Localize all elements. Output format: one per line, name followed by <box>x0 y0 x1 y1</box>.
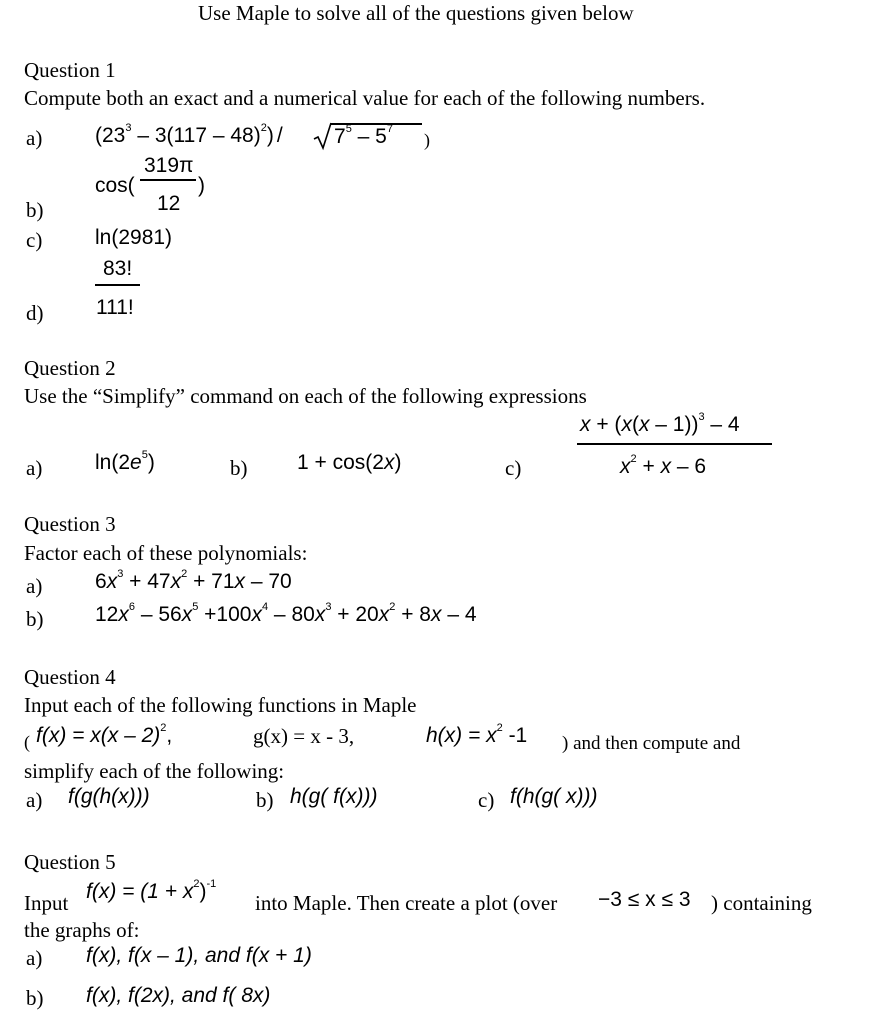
q3-b-term: + $20x^2$ <box>331 601 396 626</box>
q1-a-close-paren: ) <box>424 130 430 150</box>
q1-d-numerator: 83! <box>103 257 133 280</box>
q5-range: −3 ≤ x ≤ 3 <box>598 888 691 911</box>
q3-b-polynomial <box>95 601 477 626</box>
q4-f-definition: f(x) = x(x – 2)$^2$, <box>36 722 173 747</box>
q4-c-expression: f(h(g( x))) <box>510 785 598 808</box>
q2-c-denominator: $x^2 + x - 6$ <box>620 453 707 478</box>
q4-g-definition: g(x) = x - 3, <box>253 724 355 748</box>
q5-b-label: b) <box>26 986 44 1010</box>
q3-b-term: + 8x <box>395 603 442 626</box>
q3-a-term: – 70 <box>245 570 292 593</box>
q2-a-label: a) <box>26 456 43 480</box>
q5-instruction-end: ) containing <box>711 891 812 915</box>
q4-open-paren: ( <box>24 732 30 752</box>
q5-b-expression: f(x), f(2x), and f( 8x) <box>86 984 271 1007</box>
q1-a-expression: $(23^3 - 3(117 - 48)^2)$ / <box>95 122 283 147</box>
q4-h-definition: $h(x) = x^2$ -1 <box>426 722 528 747</box>
q3-b-term: $+100x^4$ <box>198 601 269 626</box>
q1-b-label: b) <box>26 198 44 222</box>
q5-heading: Question 5 <box>24 850 116 874</box>
q3-b-term: – $80x^3$ <box>268 601 332 626</box>
q4-b-expression: h(g( f(x))) <box>290 785 378 808</box>
q1-b-fraction-bar <box>140 179 196 181</box>
q4-b-label: b) <box>256 788 274 812</box>
q2-b-label: b) <box>230 456 248 480</box>
q2-c-fraction-bar <box>577 443 772 445</box>
q3-a-polynomial <box>95 568 292 593</box>
q1-instruction: Compute both an exact and a numerical value for each of the following numbers. <box>24 86 706 110</box>
q3-a-term: $6x^3$ <box>95 568 124 593</box>
q4-c-label: c) <box>478 788 495 812</box>
q5-input-word: Input <box>24 891 69 915</box>
q4-instruction: Input each of the following functions in Maple <box>24 693 417 717</box>
q3-b-label: b) <box>26 607 44 631</box>
q1-b-cos: cos( <box>95 174 135 197</box>
q1-heading: Question 1 <box>24 58 116 82</box>
q1-a-radical: $7^5 - 5^7$ <box>334 123 393 148</box>
q5-instruction-line2: the graphs of: <box>24 918 140 942</box>
q3-a-term: + 71x <box>187 570 246 593</box>
q3-a-label: a) <box>26 574 43 598</box>
q4-a-expression: f(g(h(x))) <box>68 785 150 808</box>
q5-instruction: into Maple. Then create a plot (over <box>255 891 558 915</box>
q2-b-expression: 1 + cos(2x) <box>297 451 402 474</box>
q1-b-denominator: 12 <box>157 192 181 215</box>
q5-a-label: a) <box>26 946 43 970</box>
q1-d-fraction-bar <box>95 284 140 286</box>
q4-a-label: a) <box>26 788 43 812</box>
q4-instruction-line2: simplify each of the following: <box>24 759 285 783</box>
sqrt-sign-icon <box>313 121 333 151</box>
q2-a-expression: $\ln(2e^5)$ <box>95 449 155 474</box>
q1-c-expression: ln(2981) <box>95 226 173 249</box>
q1-b-close-paren: ) <box>198 174 205 197</box>
q2-instruction: Use the “Simplify” command on each of the following expressions <box>24 384 587 408</box>
q1-d-denominator: 111! <box>96 296 134 319</box>
q5-f-definition: $f(x) = (1 + x^2)^{-1}$ <box>86 878 217 903</box>
q4-heading: Question 4 <box>24 665 116 689</box>
q4-instruction-tail: ) and then compute and <box>562 733 741 754</box>
q3-b-term: – $56x^5$ <box>134 601 199 626</box>
q3-instruction: Factor each of these polynomials: <box>24 541 308 565</box>
q2-c-numerator: x + (x(x – 1))$^3$ – 4 <box>580 411 740 436</box>
q3-heading: Question 3 <box>24 512 116 536</box>
q3-b-term: $12x^6$ <box>95 601 135 626</box>
q2-heading: Question 2 <box>24 356 116 380</box>
page-title: Use Maple to solve all of the questions given below <box>198 1 634 25</box>
q3-a-term: + $47x^2$ <box>123 568 188 593</box>
q1-c-label: c) <box>26 228 43 252</box>
q3-b-term: – 4 <box>441 603 477 626</box>
q1-b-numerator: 319π <box>144 154 194 177</box>
q5-a-expression: f(x), f(x – 1), and f(x + 1) <box>86 944 312 967</box>
q1-a-label: a) <box>26 126 43 150</box>
q2-c-label: c) <box>505 456 522 480</box>
q1-d-label: d) <box>26 301 44 325</box>
